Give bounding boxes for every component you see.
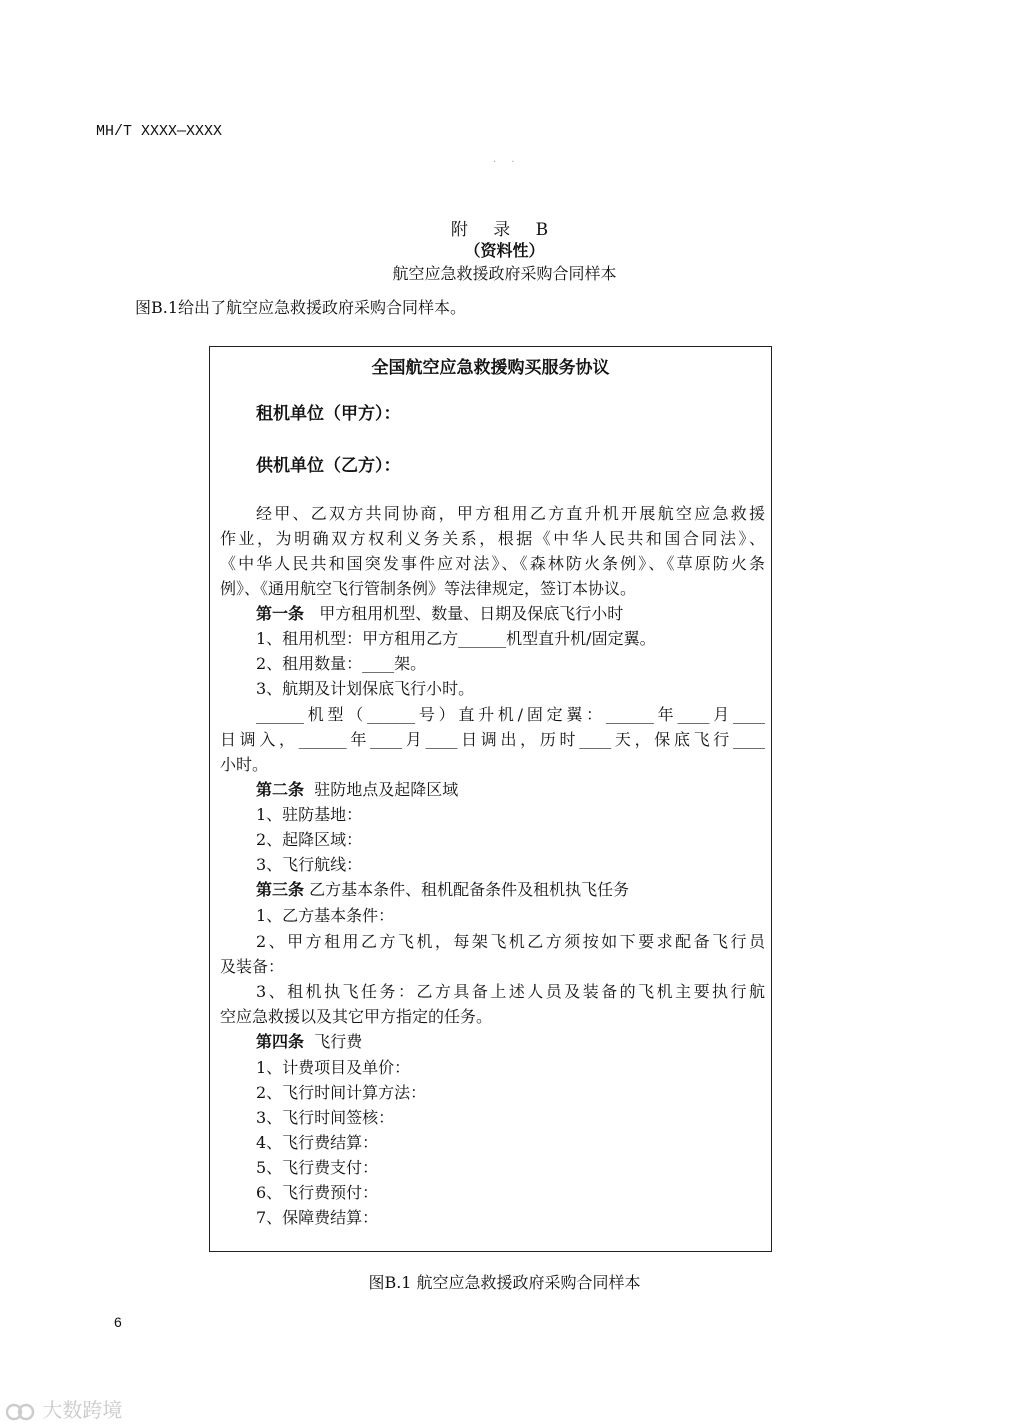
article-1-heading (256, 601, 765, 624)
article-1-label: 第一条 (256, 604, 305, 623)
article-2-item: 1、驻防基地： (256, 805, 363, 824)
contract-figure-box (209, 346, 772, 1252)
article-1-item: 2、租用数量：____架。 (256, 654, 427, 673)
article-3-title: 乙方基本条件、租机配备条件及租机执飞任务 (309, 880, 630, 899)
watermark-logo-icon (6, 1401, 36, 1423)
article-3-item: 空应急救援以及其它甲方指定的任务。 (220, 1007, 493, 1026)
preamble-line: 经甲、乙双方共同协商，甲方租用乙方直升机开展航空应急救援 (256, 504, 765, 523)
article-4-item: 3、飞行时间签核： (256, 1108, 395, 1127)
article-1-title: 甲方租用机型、数量、日期及保底飞行小时 (319, 604, 624, 623)
preamble-line: 例》、《通用航空飞行管制条例》等法律规定，签订本协议。 (220, 579, 637, 598)
article-1-detail: 小时。 (220, 755, 269, 774)
article-1-item: 1、租用机型：甲方租用乙方______机型直升机/固定翼。 (256, 629, 656, 648)
article-4-item: 4、飞行费结算： (256, 1133, 379, 1152)
article-4-label: 第四条 (256, 1032, 305, 1051)
appendix-title: 航空应急救援政府采购合同样本 (392, 264, 617, 283)
party-a: 租机单位（甲方）： (256, 404, 401, 424)
article-4-item: 2、飞行时间计算方法： (256, 1083, 427, 1102)
article-2-heading (256, 777, 765, 800)
appendix-label: 附 录 B (450, 220, 559, 240)
article-4-item: 6、飞行费预付： (256, 1183, 379, 1202)
article-3-item: 2、甲方租用乙方飞机，每架飞机乙方须按如下要求配备飞行员 (256, 932, 765, 951)
article-3-item: 1、乙方基本条件： (256, 906, 395, 925)
article-2-title: 驻防地点及起降区域 (314, 780, 459, 799)
watermark-text: 大数跨境 (42, 1398, 123, 1422)
preamble-line: 《中华人民共和国突发事件应对法》、《森林防火条例》、《草原防火条 (220, 554, 765, 573)
article-2-item: 3、飞行航线： (256, 855, 363, 874)
party-b: 供机单位（乙方）： (256, 456, 401, 476)
watermark (6, 1394, 122, 1423)
article-2-item: 2、起降区域： (256, 830, 363, 849)
article-4-title: 飞行费 (314, 1032, 363, 1051)
appendix-nature: （资料性） (464, 241, 545, 260)
scan-dots: . . (493, 154, 521, 165)
page-number: 6 (114, 1314, 122, 1330)
article-3-label: 第三条 (256, 880, 305, 899)
article-3-item: 及装备： (220, 957, 285, 976)
article-2-label: 第二条 (256, 780, 305, 799)
article-4-heading (256, 1029, 765, 1052)
article-1-item: 3、航期及计划保底飞行小时。 (256, 679, 475, 698)
figure-caption: 图B.1 航空应急救援政府采购合同样本 (368, 1273, 641, 1292)
article-4-item: 1、计费项目及单价： (256, 1058, 411, 1077)
article-3-item: 3、租机执飞任务：乙方具备上述人员及装备的飞机主要执行航 (256, 982, 765, 1001)
preamble-line: 作业，为明确双方权利义务关系，根据《中华人民共和国合同法》、 (220, 529, 765, 548)
article-4-item: 7、保障费结算： (256, 1208, 379, 1227)
article-1-detail: 日调入，______年____月____日调出，历时____天，保底飞行____ (220, 730, 765, 749)
contract-title: 全国航空应急救援购买服务协议 (371, 358, 610, 378)
article-1-detail: ______机型（______号）直升机/固定翼：______年____月____ (256, 705, 765, 724)
standard-code: MH/T XXXX—XXXX (96, 123, 223, 140)
article-4-item: 5、飞行费支付： (256, 1158, 379, 1177)
article-3-heading (256, 877, 765, 900)
appendix-intro: 图B.1给出了航空应急救援政府采购合同样本。 (135, 298, 467, 317)
